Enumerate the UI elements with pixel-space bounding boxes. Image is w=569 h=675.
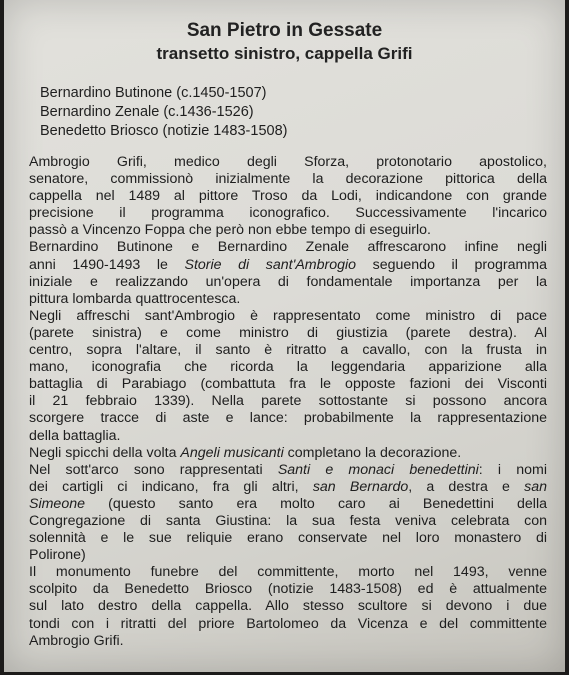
text-line [29, 598, 547, 615]
description-text [29, 154, 547, 650]
text-segment: passò a Vincenzo Foppa che però non ebbe tempo di eseguirlo. [29, 222, 431, 239]
page-subtitle: transetto sinistro, cappella Grifi [156, 44, 413, 63]
text-segment: iniziale e realizzando un'opera di fondamentale importanza per la [29, 273, 547, 290]
text-line [29, 291, 547, 308]
text-segment: precisione il programma iconografico. Successivamente l'incarico [29, 205, 547, 222]
text-line [29, 359, 547, 376]
text-line [29, 564, 547, 581]
text-segment: (parete sinistra) e come ministro di giustizia (parete destra). Al [29, 324, 547, 341]
text-line [29, 496, 547, 513]
text-line [29, 410, 547, 427]
text-line [29, 513, 547, 530]
text-line [29, 462, 547, 479]
text-segment: anni 1490-1493 le [29, 256, 185, 273]
text-segment: Bernardino Butinone e Bernardino Zenale affrescarono infine negli [29, 239, 547, 256]
text-line [29, 257, 547, 274]
text-segment: Il monumento funebre del committente, morto nel 1493, venne [29, 564, 547, 581]
text-segment: Ambrogio Grifi, medico degli Sforza, protonotario apostolico, [29, 154, 547, 170]
page-title: San Pietro in Gessate [186, 20, 383, 41]
text-segment: centro, sopra l'altare, il santo è ritratto a cavallo, con la frusta in [29, 342, 547, 359]
text-line [29, 188, 547, 205]
text-segment: , a destra e [408, 478, 525, 495]
text-segment: della battaglia. [29, 427, 121, 444]
text-line [29, 547, 547, 564]
text-line [29, 154, 547, 171]
text-line [29, 479, 547, 496]
text-line [29, 274, 547, 291]
text-line [29, 325, 547, 342]
text-line [29, 616, 547, 633]
text-segment: tondi con i ritratti del priore Bartolomeo da Vicenza e del committente [29, 615, 547, 632]
italic-text: Storie di sant'Ambrogio [184, 256, 357, 273]
text-segment: battaglia di Parabiago (combattuta fra le opposte fazioni dei Visconti [29, 376, 547, 393]
text-segment: scolpito da Benedetto Briosco (notizie 1483-1508) ed è attualmente [29, 581, 547, 598]
text-segment: solennità e le sue reliquie erano conservate nel loro monastero di [29, 530, 547, 547]
text-segment: Negli affreschi sant'Ambrogio è rappresentato come ministro di pace [29, 307, 547, 324]
artist-list [40, 84, 460, 141]
text-segment: seguendo il programma [356, 256, 547, 273]
text-segment: (questo santo era molto caro ai Benedettini della [85, 495, 547, 512]
text-segment: : i nomi [478, 461, 548, 478]
text-segment: senatore, commissionò inizialmente la decorazione pittorica della [29, 171, 547, 188]
text-segment: pittura lombarda quattrocentesca. [29, 290, 241, 307]
text-line [29, 445, 547, 462]
text-segment: sul lato destro della cappella. Allo stesso scultore si devono i due [29, 598, 547, 615]
text-segment: Polirone) [29, 547, 86, 564]
text-line [29, 581, 547, 598]
text-segment: scorgere tracce di aste e lance: probabilmente la rappresentazione [29, 410, 547, 427]
artist-entry: Benedetto Briosco (notizie 1483-1508) [40, 123, 288, 139]
text-segment: completano la decorazione. [283, 444, 462, 461]
artist-entry: Bernardino Butinone (c.1450-1507) [40, 85, 267, 101]
text-line [29, 342, 547, 359]
text-line [29, 393, 547, 410]
text-line [29, 428, 547, 445]
text-segment: il 21 febbraio 1339). Nella parete sottostante si possono ancora [29, 393, 547, 410]
text-line [29, 530, 547, 547]
artist-entry: Bernardino Zenale (c.1436-1526) [40, 104, 254, 120]
text-segment: dei cartigli ci indicano, fra gli altri, [29, 478, 313, 495]
text-line [29, 222, 547, 239]
text-line [29, 205, 547, 222]
text-line [29, 308, 547, 325]
text-segment: mano, iconografia che ricorda la leggendaria apparizione alla [29, 359, 547, 376]
italic-text: Simeone [29, 495, 85, 512]
italic-text: san [524, 478, 547, 495]
text-line [29, 239, 547, 256]
text-line [29, 376, 547, 393]
text-segment: Negli spicchi della volta [29, 444, 181, 461]
italic-text: Santi e monaci benedettini [277, 461, 479, 478]
text-line [29, 633, 547, 650]
text-line [29, 171, 547, 188]
italic-text: Angeli musicanti [180, 444, 284, 461]
text-segment: Nel sott'arco sono rappresentati [29, 461, 278, 478]
text-segment: Congregazione di santa Giustina: la sua festa veniva celebrata con [29, 512, 547, 529]
italic-text: san Bernardo [312, 478, 409, 495]
text-segment: Ambrogio Grifi. [29, 632, 124, 649]
text-segment: cappella nel 1489 al pittore Troso da Lodi, indicandone con grande [29, 188, 547, 205]
